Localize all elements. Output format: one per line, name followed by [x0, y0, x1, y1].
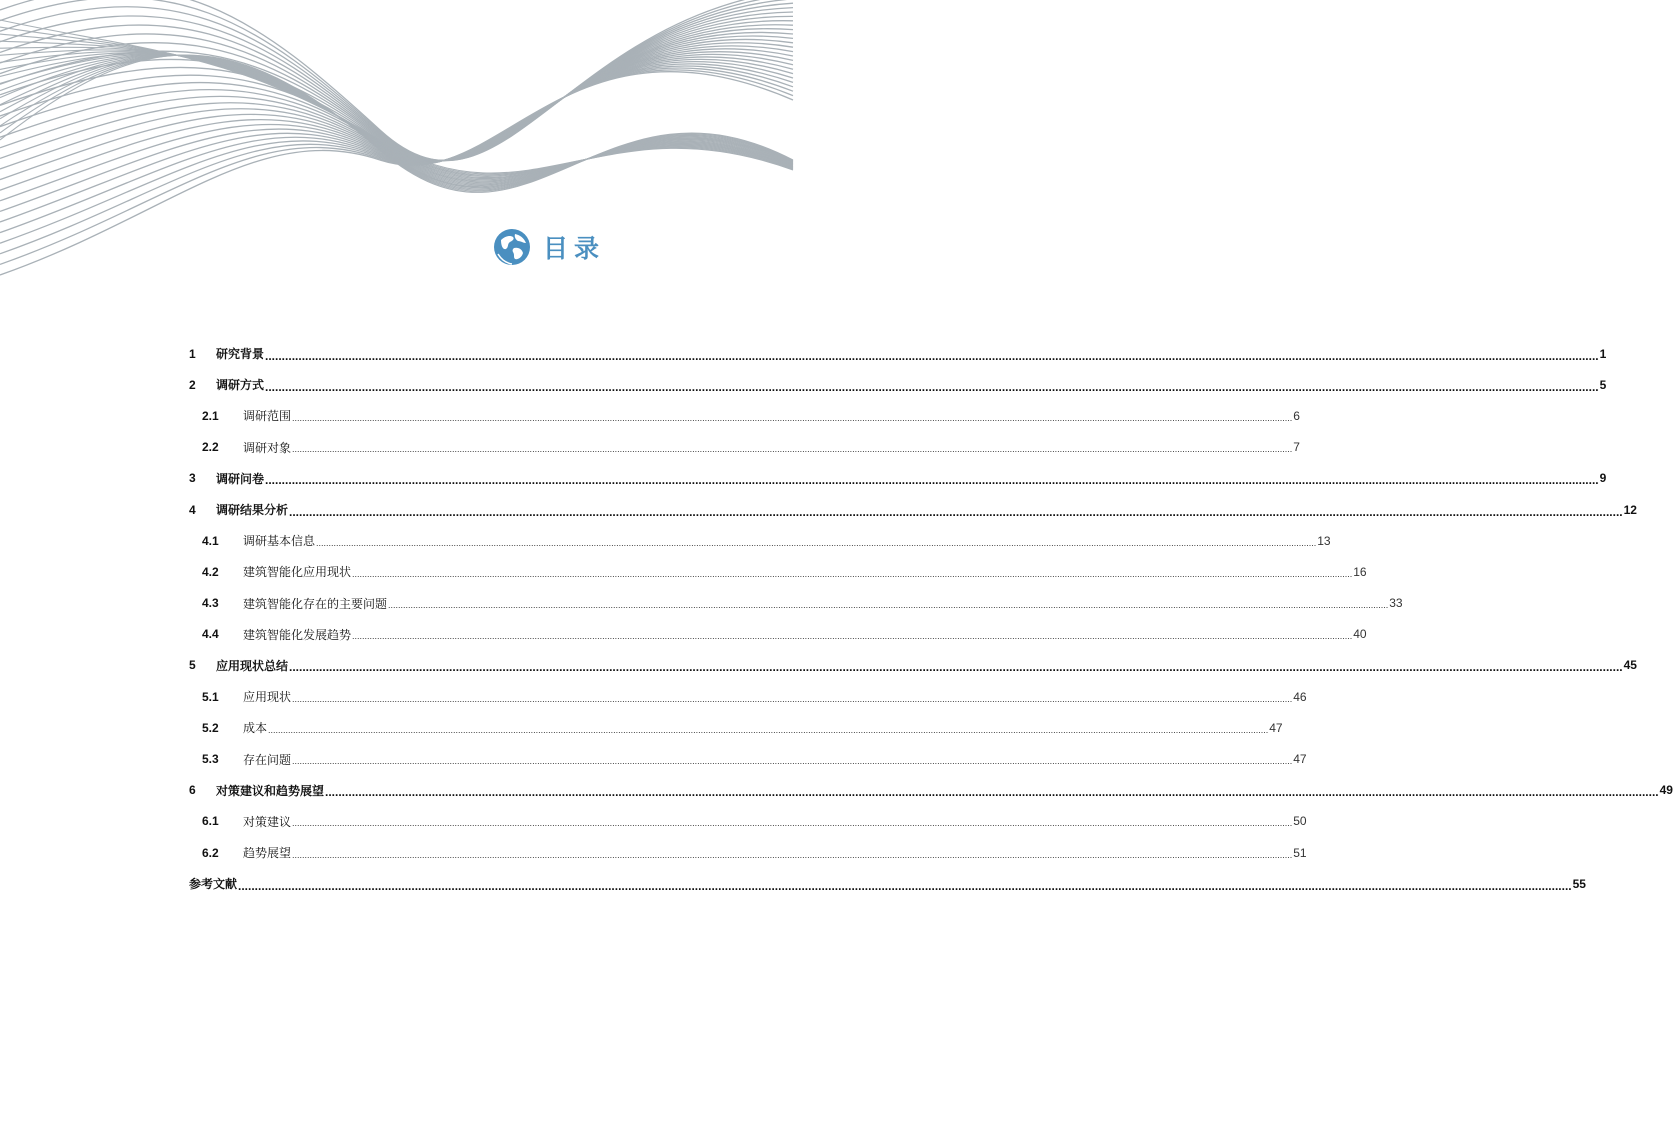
toc-entry[interactable]: [189, 806, 1307, 837]
toc-entry-number: 2: [189, 377, 196, 392]
toc-entry-title: 成本: [243, 721, 268, 736]
toc-entry-number: 2.1: [202, 408, 219, 423]
toc-entry-number: 5.2: [202, 720, 219, 735]
toc-entry-page: 51: [1293, 845, 1307, 860]
toc-entry-title: 参考文献: [189, 877, 238, 892]
toc-entry-page: 45: [1623, 658, 1637, 673]
toc-entry-title: 调研方式: [216, 378, 265, 393]
toc-entry-number: 6.1: [202, 814, 219, 829]
toc-leader-dots: ................................................................................................................................................................................................................................................................................................................................................................................................................: [238, 878, 1572, 893]
toc-entry-title: 对策建议: [243, 814, 292, 829]
toc-entry-title: 调研结果分析: [216, 503, 289, 518]
toc-leader-dots: ................................................................................................................................................................................................................................................................................................................................................................................................................: [325, 785, 1659, 800]
toc-entry-page: 1: [1599, 346, 1607, 361]
toc-entry-page: 6: [1293, 408, 1300, 423]
toc-entry-number: 4.4: [202, 627, 219, 642]
toc-leader-dots: ................................................................................................................................................................................................................................................................................................................................................................................................................: [316, 537, 1317, 548]
toc-entry-title: 对策建议和趋势展望: [216, 783, 325, 798]
toc-entry-title: 趋势展望: [243, 846, 292, 861]
toc-heading: [493, 227, 605, 267]
toc-leader-dots: ................................................................................................................................................................................................................................................................................................................................................................................................................: [265, 379, 1599, 394]
toc-entry[interactable]: [189, 588, 1403, 619]
toc-entry-number: 5.3: [202, 752, 219, 767]
toc-leader-dots: ................................................................................................................................................................................................................................................................................................................................................................................................................: [292, 756, 1293, 767]
toc-entry-page: 16: [1353, 564, 1367, 579]
toc-entry-number: 5: [189, 658, 196, 673]
toc-leader-dots: ................................................................................................................................................................................................................................................................................................................................................................................................................: [265, 348, 1599, 363]
toc-entry[interactable]: [189, 432, 1300, 463]
toc-entry[interactable]: [189, 463, 1607, 494]
toc-entry-page: 9: [1599, 471, 1607, 486]
toc-entry-title: 研究背景: [216, 347, 265, 362]
table-of-contents: [189, 338, 1673, 899]
toc-entry-title: 建筑智能化存在的主要问题: [243, 596, 388, 611]
toc-entry-number: 1: [189, 346, 196, 361]
toc-entry-number: 4: [189, 502, 196, 517]
toc-entry[interactable]: [189, 556, 1367, 587]
toc-leader-dots: ................................................................................................................................................................................................................................................................................................................................................................................................................: [292, 849, 1293, 860]
toc-entry-title: 建筑智能化发展趋势: [243, 627, 352, 642]
page-title: 目录: [543, 234, 606, 263]
toc-leader-dots: ................................................................................................................................................................................................................................................................................................................................................................................................................: [292, 818, 1293, 829]
toc-entry[interactable]: [189, 369, 1607, 400]
toc-entry-number: 4.1: [202, 533, 219, 548]
toc-entry-page: 12: [1623, 502, 1637, 517]
toc-entry-title: 应用现状: [243, 690, 292, 705]
toc-entry-page: 7: [1293, 440, 1300, 455]
decorative-wave-lines: [0, 0, 793, 290]
toc-entry[interactable]: [189, 775, 1673, 806]
toc-leader-dots: ................................................................................................................................................................................................................................................................................................................................................................................................................: [292, 693, 1293, 704]
toc-leader-dots: ................................................................................................................................................................................................................................................................................................................................................................................................................: [292, 444, 1293, 455]
toc-entry-title: 存在问题: [243, 752, 292, 767]
toc-leader-dots: ................................................................................................................................................................................................................................................................................................................................................................................................................: [265, 473, 1599, 488]
toc-entry-page: 50: [1293, 814, 1307, 829]
toc-leader-dots: ................................................................................................................................................................................................................................................................................................................................................................................................................: [289, 504, 1623, 519]
toc-entry-page: 33: [1389, 596, 1403, 611]
toc-entry-page: 47: [1293, 752, 1307, 767]
wave-line: [0, 72, 793, 275]
wave-line: [0, 55, 793, 191]
toc-entry[interactable]: [189, 400, 1300, 431]
toc-leader-dots: ................................................................................................................................................................................................................................................................................................................................................................................................................: [268, 724, 1269, 735]
toc-leader-dots: ................................................................................................................................................................................................................................................................................................................................................................................................................: [388, 600, 1389, 611]
toc-entry-title: 调研范围: [243, 409, 292, 424]
toc-leader-dots: ................................................................................................................................................................................................................................................................................................................................................................................................................: [352, 631, 1353, 642]
toc-entry-number: 6: [189, 783, 196, 798]
toc-entry-number: 4.3: [202, 596, 219, 611]
toc-entry-page: 40: [1353, 627, 1367, 642]
toc-entry-number: 2.2: [202, 440, 219, 455]
toc-leader-dots: ................................................................................................................................................................................................................................................................................................................................................................................................................: [289, 660, 1623, 675]
wave-line: [0, 55, 793, 190]
toc-entry-number: 6.2: [202, 845, 219, 860]
globe-icon: [493, 228, 531, 266]
toc-entry-title: 调研基本信息: [243, 534, 316, 549]
toc-entry[interactable]: [189, 712, 1283, 743]
toc-leader-dots: ................................................................................................................................................................................................................................................................................................................................................................................................................: [292, 412, 1293, 423]
toc-entry[interactable]: [189, 681, 1307, 712]
toc-entry-page: 46: [1293, 689, 1307, 704]
toc-entry-page: 55: [1572, 876, 1586, 891]
toc-entry[interactable]: [189, 837, 1307, 868]
toc-entry[interactable]: [189, 619, 1367, 650]
toc-entry-page: 13: [1317, 533, 1331, 548]
wave-line: [0, 54, 793, 190]
toc-entry-page: 5: [1599, 377, 1607, 392]
toc-entry-page: 49: [1659, 783, 1673, 798]
toc-entry-number: 3: [189, 471, 196, 486]
wave-line: [0, 55, 793, 192]
toc-entry[interactable]: [189, 743, 1307, 774]
toc-entry[interactable]: [189, 494, 1637, 525]
toc-entry[interactable]: [189, 868, 1586, 899]
toc-entry-number: 5.1: [202, 689, 219, 704]
toc-entry-title: 调研问卷: [216, 471, 265, 486]
toc-leader-dots: ................................................................................................................................................................................................................................................................................................................................................................................................................: [352, 568, 1353, 579]
toc-entry[interactable]: [189, 525, 1331, 556]
toc-entry[interactable]: [189, 338, 1607, 369]
toc-entry-title: 应用现状总结: [216, 658, 289, 673]
toc-entry[interactable]: [189, 650, 1637, 681]
toc-entry-number: 4.2: [202, 564, 219, 579]
wave-line: [0, 55, 793, 189]
toc-entry-title: 建筑智能化应用现状: [243, 565, 352, 580]
toc-entry-title: 调研对象: [243, 440, 292, 455]
toc-entry-page: 47: [1269, 720, 1283, 735]
